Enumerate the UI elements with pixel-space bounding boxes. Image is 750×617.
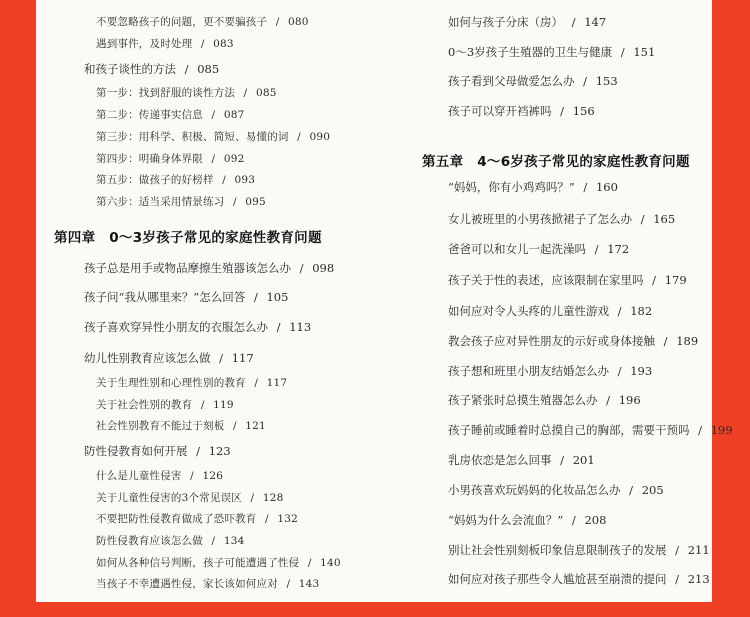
toc-subentry (96, 129, 330, 145)
entry-title: 什么是儿童性侵害 (96, 470, 182, 482)
entry-title: 孩子关于性的表述，应该限制在家里吗 (448, 273, 644, 287)
page-number: 140 (320, 557, 341, 569)
toc-entry (84, 61, 219, 77)
toc-subentry (96, 533, 244, 549)
entry-title: 孩子睡前或睡着时总摸自己的胸部，需要干预吗 (448, 423, 690, 437)
toc-entry (448, 73, 618, 89)
page-number: 080 (288, 16, 309, 28)
page-number: 199 (710, 423, 733, 437)
page-separator: / (192, 444, 204, 458)
page-number: 093 (234, 174, 256, 186)
page-number: 201 (572, 453, 595, 467)
toc-entry (84, 443, 231, 459)
entry-title: 第五步：做孩子的好榜样 (96, 174, 214, 186)
entry-title: 第四步：明确身体界限 (96, 153, 203, 165)
entry-title: 和孩子谈性的方法 (84, 62, 176, 76)
page-number: 092 (223, 153, 245, 165)
entry-title: 爸爸可以和女儿一起洗澡吗 (448, 242, 586, 256)
toc-entry (448, 571, 710, 587)
page-number: 128 (262, 492, 284, 504)
page-number: 196 (618, 393, 641, 407)
page-separator: / (556, 453, 568, 467)
entry-title: 防性侵教育如何开展 (84, 444, 188, 458)
toc-page (36, 0, 733, 602)
entry-title: 别让社会性别刻板印象信息限制孩子的发展 (448, 543, 667, 557)
page-separator: / (568, 513, 580, 527)
page-separator: / (304, 557, 316, 569)
page-number: 083 (213, 38, 234, 50)
toc-subentry (96, 576, 319, 592)
page-number: 105 (266, 290, 289, 304)
toc-entry (84, 319, 311, 335)
toc-entry (448, 482, 664, 498)
entry-title: 乳房依恋是怎么回事 (448, 453, 552, 467)
page-number: 208 (584, 513, 607, 527)
page-separator: / (637, 212, 649, 226)
toc-entry (448, 452, 595, 468)
page-separator: / (218, 174, 230, 186)
page-separator: / (602, 393, 614, 407)
page-number: 119 (213, 399, 234, 411)
toc-subentry (96, 151, 244, 167)
page-separator: / (614, 364, 626, 378)
page-number: 121 (245, 420, 266, 432)
toc-entry (84, 289, 288, 305)
page-number: 165 (653, 212, 676, 226)
page-separator: / (181, 62, 193, 76)
page-number: 113 (289, 320, 312, 334)
toc-subentry (96, 85, 277, 101)
page-number: 193 (630, 364, 653, 378)
toc-subentry (96, 36, 234, 52)
toc-entry (448, 14, 606, 30)
page-separator: / (614, 304, 626, 318)
page-number: 179 (664, 273, 687, 287)
entry-title: 防性侵教育应该怎么做 (96, 535, 203, 547)
entry-title: “妈妈为什么会流血？” (448, 513, 564, 527)
page-number: 211 (687, 543, 710, 557)
toc-subentry (96, 375, 287, 391)
page-separator: / (208, 153, 219, 165)
entry-title: 如何应对令人头疼的儿童性游戏 (448, 304, 609, 318)
entry-title: 第二步：传递事实信息 (96, 109, 203, 121)
toc-entry (448, 333, 698, 349)
toc-subentry (96, 14, 309, 30)
page-separator: / (208, 109, 219, 121)
toc-entry (448, 241, 629, 257)
toc-subentry (96, 107, 244, 123)
page-separator: / (229, 196, 241, 208)
page-number: 095 (245, 196, 266, 208)
entry-title: 第一步：找到舒服的谈性方法 (96, 87, 236, 99)
page-number: 172 (607, 242, 630, 256)
page-number: 182 (630, 304, 653, 318)
page-number: 156 (572, 104, 595, 118)
chapter-heading (422, 154, 690, 170)
page-separator: / (671, 572, 683, 586)
toc-entry (84, 350, 254, 366)
toc-subentry (96, 555, 341, 571)
toc-entry (448, 103, 595, 119)
toc-entry (448, 542, 710, 558)
page-separator: / (246, 492, 258, 504)
page-separator: / (229, 420, 241, 432)
page-number: 117 (266, 377, 288, 389)
page-number: 126 (202, 470, 224, 482)
toc-subentry (96, 468, 223, 484)
entry-title: 第五章 4～6岁孩子常见的家庭性教育问题 (422, 154, 690, 170)
toc-entry (448, 363, 652, 379)
page-separator: / (215, 351, 227, 365)
page-number: 087 (223, 109, 245, 121)
entry-title: 第四章 0～3岁孩子常见的家庭性教育问题 (54, 230, 322, 246)
toc-subentry (96, 194, 266, 210)
page-number: 160 (595, 180, 618, 194)
toc-subentry (96, 490, 283, 506)
toc-entry (448, 211, 675, 227)
toc-entry (448, 303, 652, 319)
toc-entry (448, 179, 618, 195)
entry-title: 社会性别教育不能过于刻板 (96, 420, 225, 432)
toc-subentry (96, 511, 298, 527)
entry-title: 遇到事件，及时处理 (96, 38, 193, 50)
chapter-heading (54, 230, 322, 246)
page-number: 213 (687, 572, 710, 586)
entry-title: 关于社会性别的教育 (96, 399, 193, 411)
entry-title: 第三步：用科学、积极、简短、易懂的词 (96, 131, 289, 143)
page-separator: / (660, 334, 672, 348)
toc-subentry (96, 397, 234, 413)
page-number: 153 (595, 74, 618, 88)
page-separator: / (240, 87, 251, 99)
page-separator: / (250, 377, 262, 389)
entry-title: 第六步：适当采用情景练习 (96, 196, 225, 208)
entry-title: 孩子总是用手或物品摩擦生殖器该怎么办 (84, 261, 291, 275)
entry-title: 孩子喜欢穿异性小朋友的衣服怎么办 (84, 320, 268, 334)
page-separator: / (250, 290, 262, 304)
entry-title: 当孩子不幸遭遇性侵，家长该如何应对 (96, 578, 278, 590)
page-separator: / (208, 535, 219, 547)
page-separator: / (671, 543, 683, 557)
entry-title: 孩子看到父母做爱怎么办 (448, 74, 575, 88)
entry-title: 如何从各种信号判断，孩子可能遭遇了性侵 (96, 557, 300, 569)
page-separator: / (579, 180, 591, 194)
page-number: 205 (641, 483, 664, 497)
page-separator: / (579, 74, 591, 88)
page-separator: / (261, 513, 273, 525)
entry-title: 孩子紧张时总摸生殖器怎么办 (448, 393, 598, 407)
page-separator: / (197, 38, 209, 50)
toc-entry (448, 44, 655, 60)
entry-title: 孩子想和班里小朋友结婚怎么办 (448, 364, 609, 378)
entry-title: 如何与孩子分床（房） (448, 15, 563, 29)
page-separator: / (556, 104, 568, 118)
entry-title: 关于生理性别和心理性别的教育 (96, 377, 246, 389)
page-separator: / (293, 131, 305, 143)
entry-title: 0～3岁孩子生殖器的卫生与健康 (448, 45, 613, 59)
entry-title: 不要把防性侵教育做成了恐吓教育 (96, 513, 257, 525)
page-separator: / (648, 273, 660, 287)
toc-entry (448, 422, 733, 438)
page-number: 143 (298, 578, 320, 590)
page-number: 151 (633, 45, 656, 59)
toc-entry (448, 512, 606, 528)
page-number: 147 (584, 15, 607, 29)
page-separator: / (591, 242, 603, 256)
page-separator: / (282, 578, 294, 590)
page-number: 090 (309, 131, 331, 143)
page-number: 132 (277, 513, 298, 525)
page-separator: / (272, 16, 284, 28)
toc-entry (448, 392, 641, 408)
page-separator: / (617, 45, 629, 59)
page-separator: / (694, 423, 706, 437)
entry-title: 幼儿性别教育应该怎么做 (84, 351, 211, 365)
toc-subentry (96, 418, 266, 434)
page-separator: / (296, 261, 308, 275)
entry-title: 孩子问“我从哪里来？”怎么回答 (84, 290, 246, 304)
entry-title: 如何应对孩子那些令人尴尬甚至崩溃的提问 (448, 572, 667, 586)
page-separator: / (568, 15, 580, 29)
entry-title: 关于儿童性侵害的3个常见误区 (96, 492, 242, 504)
page-number: 117 (231, 351, 254, 365)
page-separator: / (273, 320, 285, 334)
entry-title: 教会孩子应对异性朋友的示好或身体接触 (448, 334, 655, 348)
page-number: 085 (255, 87, 277, 99)
entry-title: 小男孩喜欢玩妈妈的化妆品怎么办 (448, 483, 621, 497)
entry-title: 不要忽略孩子的问题，更不要骗孩子 (96, 16, 268, 28)
page-separator: / (625, 483, 637, 497)
page-separator: / (186, 470, 198, 482)
toc-subentry (96, 172, 255, 188)
toc-entry (448, 272, 687, 288)
page-number: 085 (197, 62, 220, 76)
entry-title: 女儿被班里的小男孩掀裙子了怎么办 (448, 212, 632, 226)
entry-title: “妈妈，你有小鸡鸡吗？” (448, 180, 575, 194)
entry-title: 孩子可以穿开裆裤吗 (448, 104, 552, 118)
page-number: 189 (676, 334, 699, 348)
page-number: 134 (223, 535, 245, 547)
toc-entry (84, 260, 334, 276)
page-separator: / (197, 399, 209, 411)
page-number: 098 (312, 261, 335, 275)
page-number: 123 (208, 444, 231, 458)
